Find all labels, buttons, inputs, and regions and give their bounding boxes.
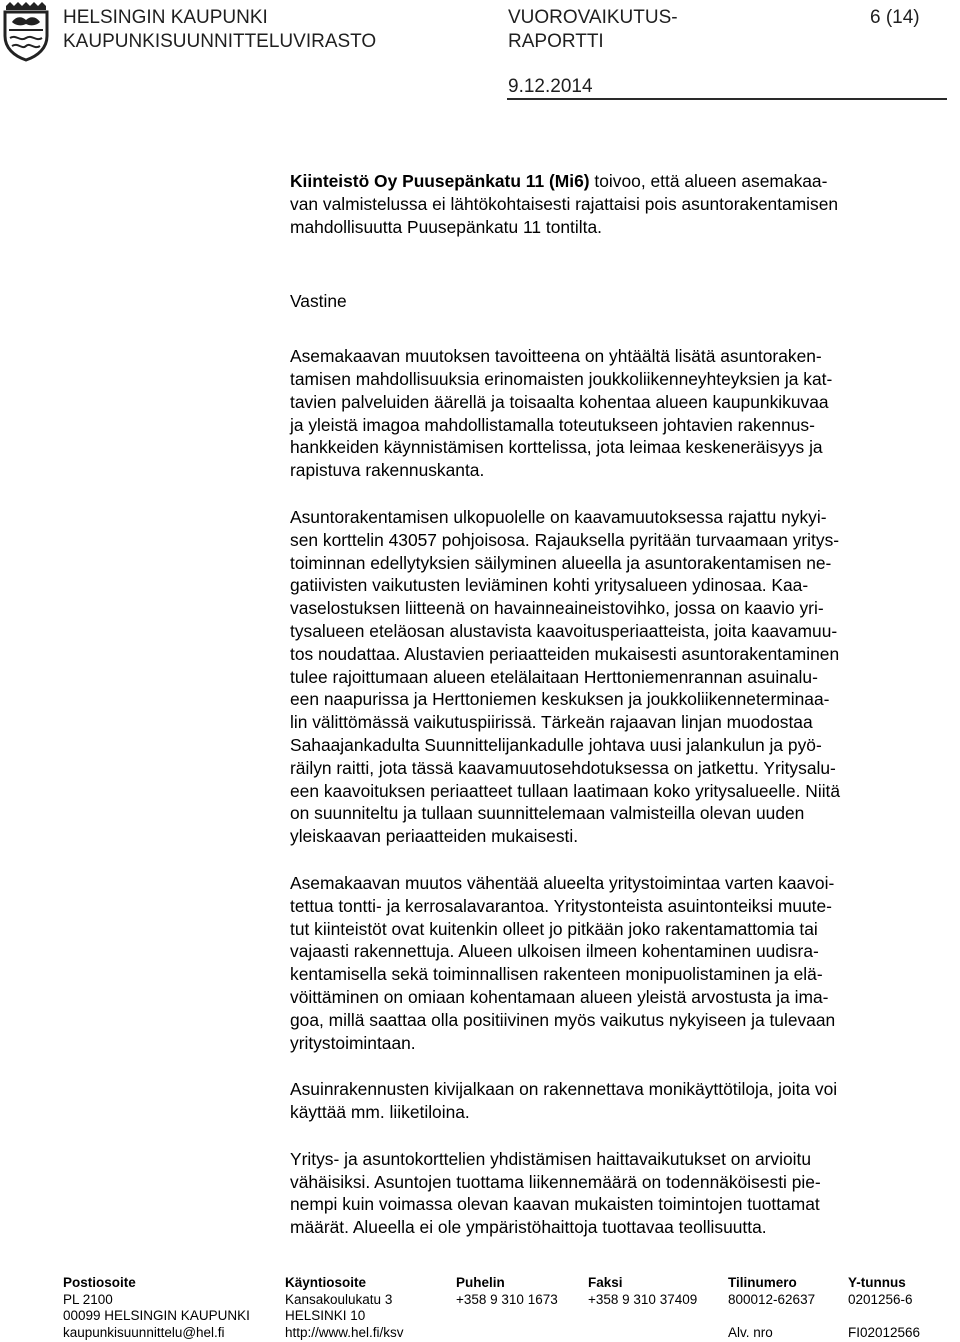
paragraph-line: sen korttelin 43057 pohjoisosa. Rajauksella pyritään turvaamaan yritys-: [290, 529, 840, 550]
paragraph-line: rapistuva rakennuskanta.: [290, 460, 485, 481]
footer-line: Alv. nro: [728, 1324, 773, 1340]
report-type: [508, 6, 678, 54]
footer-line: Kansakoulukatu 3: [285, 1291, 393, 1307]
footer-line: +358 9 310 1673: [456, 1291, 558, 1307]
paragraph-line: räilyn raitti, jota tässä kaavamuutosehdotuksessa on jatkettu. Yritysalu-: [290, 757, 836, 778]
paragraph-line: een kaavoituksen periaatteet tullaan laatimaan koko yritysalueelle. Niitä: [290, 780, 841, 801]
paragraph-line: Yritys- ja asuntokorttelien yhdistämisen haittavaikutukset on arvioitu: [290, 1148, 812, 1169]
footer-heading: Käyntiosoite: [285, 1275, 367, 1290]
paragraph-line: tavien palveluiden äärellä ja toisaalta kohentaa alueen kaupunkikuvaa: [290, 391, 829, 412]
paragraph-line: tut kiinteistöt ovat kuitenkin olleet jo pitkään joko rakentamattomia tai: [290, 918, 818, 939]
paragraph-line: tysalueen eteläosan alustavista kaavoitusperiaatteista, joita kaavamuu-: [290, 620, 838, 641]
paragraph-line: yleiskaavan periaatteiden mukaisesti.: [290, 826, 579, 847]
paragraph-line: Asemakaavan muutos vähentää alueelta yritystoimintaa varten kaavoi-: [290, 872, 835, 893]
header-divider: [507, 98, 947, 100]
intro-line: mahdollisuutta Puusepänkatu 11 tontilta.: [290, 216, 602, 237]
paragraph-line: Asuntorakentamisen ulkopuolelle on kaavamuutoksessa rajattu nykyi-: [290, 506, 827, 527]
section-heading: Vastine: [290, 291, 347, 312]
footer-email: kaupunkisuunnittelu@hel.fi: [63, 1324, 225, 1340]
paragraph-line: tettua tontti- ja kerrosalavarantoa. Yritystonteista asuintonteiksi muute-: [290, 895, 832, 916]
footer-line: 00099 HELSINGIN KAUPUNKI: [63, 1308, 250, 1323]
document-date: 9.12.2014: [508, 76, 593, 97]
footer-heading: Faksi: [588, 1275, 623, 1290]
footer-line: FI02012566: [848, 1324, 921, 1340]
footer-column-account-number: [728, 1275, 815, 1341]
intro-line-rest: toivoo, että alueen asemakaa-: [589, 171, 828, 191]
paragraph-line: käyttää mm. liiketiloina.: [290, 1102, 470, 1123]
paragraph-line: een naapurissa ja Herttoniemen keskuksen ja joukkoliikenneterminaa-: [290, 689, 830, 710]
intro-line: [290, 170, 952, 193]
paragraph-line: on suunniteltu ja tullaan suunnittelemaan valmisteilla olevan uuden: [290, 803, 805, 824]
footer-heading: Puhelin: [456, 1275, 505, 1290]
paragraph-line: Sahaajankadulta Suunnittelijankadulle johtava uusi jalankulun ja pyö-: [290, 734, 822, 755]
paragraph-line: vöittäminen on omiaan kohentamaan alueen yleistä arvostusta ja ima-: [290, 986, 829, 1007]
paragraph-line: yritystoimintaan.: [290, 1032, 416, 1053]
intro-line: van valmistelussa ei lähtökohtaisesti rajattaisi pois asuntorakentamisen: [290, 193, 839, 214]
paragraph: [290, 345, 952, 482]
paragraph-line: kentamisella sekä toiminnallisen rakenteen monipuolistaminen ja elä-: [290, 964, 823, 985]
paragraph-line: goa, millä saattaa olla positiivinen myös vaikutus nykyiseen ja tulevaan: [290, 1009, 836, 1030]
paragraph-line: tulee rajoittumaan alueen etelälaitaan Herttoniemenrannan asuinalu-: [290, 666, 818, 687]
paragraph-line: Asuinrakennusten kivijalkaan on rakennettava monikäyttötiloja, joita voi: [290, 1079, 838, 1100]
footer-column-visiting-address: [285, 1275, 404, 1341]
report-type-line-1: VUOROVAIKUTUS-: [508, 7, 678, 28]
footer-column-phone: [456, 1275, 558, 1308]
footer-column-fax: [588, 1275, 697, 1308]
paragraph-line: gatiivisten vaikutusten leviäminen kohti yritysalueen ydinosaa. Kaa-: [290, 575, 809, 596]
helsinki-crest-icon: [0, 0, 52, 62]
paragraph-line: vajaasti rakennettuja. Alueen ulkoisen ilmeen kohentaminen uudisra-: [290, 941, 819, 962]
paragraph-line: määrät. Alueella ei ole ympäristöhaittoja tuottavaa teollisuutta.: [290, 1217, 767, 1238]
footer-line: 0201256-6: [848, 1291, 913, 1307]
footer-line: +358 9 310 37409: [588, 1291, 698, 1307]
footer-heading: Tilinumero: [728, 1275, 797, 1290]
paragraph-line: tamisen mahdollisuuksia erinomaisten joukkoliikenneyhteyksien ja kat-: [290, 368, 833, 389]
paragraph: [290, 506, 952, 848]
paragraph: [290, 1078, 952, 1124]
section-heading-block: [290, 290, 952, 313]
organization-name: [63, 6, 376, 54]
footer-line: [848, 1308, 920, 1325]
organization-line-2: KAUPUNKISUUNNITTELUVIRASTO: [63, 31, 377, 52]
footer-heading: Y-tunnus: [848, 1275, 906, 1290]
footer-line: [728, 1308, 815, 1325]
footer-website: http://www.hel.fi/ksv: [285, 1324, 404, 1340]
paragraph: [290, 872, 952, 1054]
paragraph-line: toiminnan edellytyksien säilyminen alueella ja asuntorakentamisen ne-: [290, 552, 832, 573]
footer-line: HELSINKI 10: [285, 1308, 366, 1323]
intro-paragraph: [290, 170, 952, 238]
paragraph-line: Asemakaavan muutoksen tavoitteena on yhtäältä lisätä asuntoraken-: [290, 346, 822, 367]
paragraph-line: tos noudattaa. Alustavien periaatteiden mukaisesti asuntorakentaminen: [290, 643, 840, 664]
intro-bold-text: Kiinteistö Oy Puusepänkatu 11 (Mi6): [290, 171, 590, 191]
page-number: 6 (14): [870, 7, 920, 28]
paragraph-line: ja yleistä imagoa mahdollistamalla toteutukseen johtavien rakennus-: [290, 414, 815, 435]
footer-line: PL 2100: [63, 1291, 113, 1307]
paragraph-line: nempi kuin voimassa olevan kaavan mukaisten toimintojen tuottamat: [290, 1194, 820, 1215]
footer-column-postal-address: [63, 1275, 250, 1341]
footer-column-business-id: [848, 1275, 920, 1341]
report-type-line-2: RAPORTTI: [508, 31, 604, 52]
paragraph-line: vaselostuksen liitteenä on havainneaineistovihko, jossa on kaavio yri-: [290, 598, 824, 619]
paragraph: [290, 1148, 952, 1239]
paragraph-line: vähäisiksi. Asuntojen tuottama liikennemäärä on todennäköisesti pie-: [290, 1171, 821, 1192]
footer-line: 800012-62637: [728, 1291, 816, 1307]
organization-line-1: HELSINGIN KAUPUNKI: [63, 7, 268, 28]
footer-heading: Postiosoite: [63, 1275, 136, 1290]
paragraph-line: hankkeiden käynnistämisen korttelissa, jota leimaa keskeneräisyys ja: [290, 437, 823, 458]
document-body: [290, 170, 952, 1263]
paragraph-line: lin välittömässä vaikutuspiirissä. Tärkeän rajaavan linjan muodostaa: [290, 712, 813, 733]
